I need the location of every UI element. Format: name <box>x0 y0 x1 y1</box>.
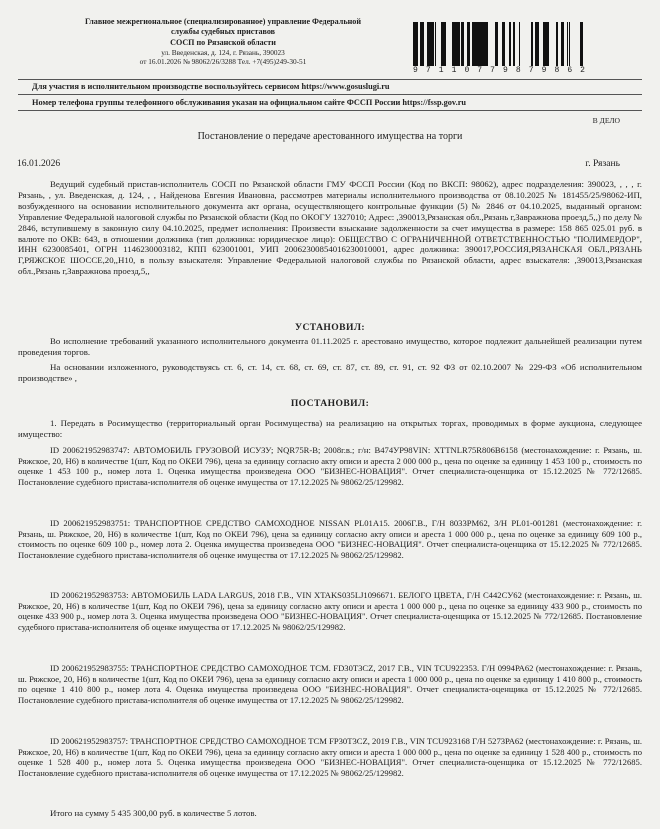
divider-top <box>18 79 642 80</box>
barcode-digit: 2 <box>580 66 585 75</box>
lot-item: ID 200621952983757: ТРАНСПОРТНОЕ СРЕДСТВО САМОХОДНОЕ ТСМ FP30T3CZ, 2019 Г.В., VIN TCU923168 Г/Н 5273РА62 (местонахождение: г. Рязань, ш. Ряжское, 20, Н6) в количестве 1(шт, Код по ОКЕИ 796), цена за единицу согласно акту описи и ареста 1 000 000 р., цена по оценке за единицу 1 528 400 р., стоимость по оценке 1 528 400 р., номер лота 5. Оценка имущества произведена ООО "БИЗНЕС-НОВАЦИЯ". Отчет специалиста-оценщика от 15.12.2025 № 772/12685. Постановление судебного пристава-исполнителя об оценке имущества от 17.12.2025 № 98062/25/129982. <box>18 736 642 779</box>
doc-reference: от 16.01.2026 № 98062/26/3288 Тел. +7(495)249-30-51 <box>139 57 307 67</box>
barcode-digit: 1 <box>451 66 457 75</box>
basis-text: На основании изложенного, руководствуясь ст. 6, ст. 14, ст. 68, ст. 69, ст. 87, ст. 89, ст. 91, ст. 92 ФЗ от 02.10.2007 № 229-ФЗ «Об исполнительном производстве» , <box>18 362 642 383</box>
divider-bottom <box>18 110 642 111</box>
total-summary: Итого на сумму 5 435 300,00 руб. в количестве 5 лотов. <box>50 808 257 818</box>
gosuslugi-note: Для участия в исполнительном производстве воспользуйтесь сервисом https://www.gosuslugi.ru <box>32 82 390 91</box>
document-title: Постановление о передаче арестованного имущества на торги <box>197 131 463 142</box>
barcode-digit: 9 <box>503 66 508 75</box>
lot-item: ID 200621952983753: АВТОМОБИЛЬ LADA LARGUS, 2018 Г.В., VIN XTAKS035LJ1096671. БЕЛОГО ЦВЕТА, Г/Н С442СУ62 (местонахождение: г. Рязань, ш. Ряжское, 20, Н6) в количестве 1(шт, Код по ОКЕИ 796), цена за единицу согласно акту описи и ареста 1 000 000 р., цена по оценке за единицу 433 900 р., стоимость по оценке 433 900 р., номер лота 3. Оценка имущества произведена ООО "БИЗНЕС-НОВАЦИЯ". Отчет специалиста-оценщика от 15.12.2025 № 772/12685. Постановление судебного пристава-исполнителя об оценке имущества от 17.12.2025 № 98062/25/129982. <box>18 590 642 633</box>
lot-item: ID 200621952983755: ТРАНСПОРТНОЕ СРЕДСТВО САМОХОДНОЕ ТСМ. FD30T3CZ, 2017 Г.В., VIN TCU922353. Г/Н 0994РА62 (местонахождение: г. Рязань, ш. Ряжское, 20, Н6) в количестве 1(шт, Код по ОКЕИ 796), цена за единицу согласно акту описи и ареста 1 000 000 р., цена по оценке за единицу 1 410 800 р., стоимость по оценке 1 410 800 р., номер лота 4. Оценка имущества произведена ООО "БИЗНЕС-НОВАЦИЯ". Отчет специалиста-оценщика от 15.12.2025 № 772/12685. Постановление судебного пристава-исполнителя об оценке имущества от 17.12.2025 № 98062/25/129982. <box>18 663 642 706</box>
lot-item: ID 200621952983747: АВТОМОБИЛЬ ГРУЗОВОЙ ИСУЗУ; NQR75R-B; 2008г.в.; г/н: В474УР98VIN: XTTNLR75R806B6158 (местонахождение: г. Рязань, ш. Ряжское, 20, Н6) в количестве 1(шт, Код по ОКЕИ 796), цена за единицу согласно акту описи и ареста 2 000 000 р., цена по оценке за единицу 1 453 100 р., стоимость по оценке 1 453 100 р., номер лота 1. Оценка имущества произведена ООО "БИЗНЕС-НОВАЦИЯ". Отчет специалиста-оценщика от 15.12.2025 № 772/12685. Постановление судебного пристава-исполнителя об оценке имущества от 17.12.2025 № 98062/25/129982. <box>18 445 642 488</box>
barcode-digit: 1 <box>438 66 444 75</box>
postanovil-heading: ПОСТАНОВИЛ: <box>290 398 370 409</box>
document-city: г. Рязань <box>585 158 620 169</box>
agency-line-1: Главное межрегиональное (специализированное) управление Федеральной <box>85 17 361 26</box>
barcode-digit: 7 <box>425 66 431 75</box>
agency-line-3: СОСП по Рязанской области <box>170 37 276 47</box>
agency-address: ул. Введенская, д. 124, г. Рязань, 390023 <box>161 47 285 57</box>
barcode-digit: 9 <box>413 66 418 75</box>
barcode-digit: 7 <box>477 66 483 75</box>
barcode-digit: 7 <box>490 66 495 75</box>
barcode-digit: 6 <box>567 66 573 75</box>
barcode-digits <box>413 66 585 75</box>
lot-item: ID 200621952983751: ТРАНСПОРТНОЕ СРЕДСТВО САМОХОДНОЕ NISSAN PL01A15. 2006Г.В., Г/Н 8033РМ62, З/Н PL01-001281 (местонахождение: г. Рязань, ш. Ряжское, 20, Н6) в количестве 1(шт, Код по ОКЕИ 796), цена за единицу согласно акту описи и ареста 1 000 000 р., цена по оценке за единицу 609 100 р., стоимость по оценке 609 100 р., номер лота 2. Оценка имущества произведена ООО "БИЗНЕС-НОВАЦИЯ". Отчет специалиста-оценщика от 15.12.2025 № 772/12685. Постановление судебного пристава-исполнителя об оценке имущества от 17.12.2025 № 98062/25/129982. <box>18 518 642 561</box>
clause-1: 1. Передать в Росимущество (территориальный орган Росимущества) на реализацию на открытых торгах, проводимых в форме аукциона, следующее имущество: <box>18 418 642 439</box>
agency-line-2: службы судебных приставов <box>170 27 276 37</box>
agency-header <box>58 17 388 67</box>
v-delo-mark: В ДЕЛО <box>592 116 620 125</box>
barcode-digit: 9 <box>541 66 547 75</box>
barcode-image <box>413 22 585 66</box>
barcode-digit: 0 <box>464 66 470 75</box>
ustanovil-heading: УСТАНОВИЛ: <box>295 322 365 333</box>
document-date: 16.01.2026 <box>17 158 61 169</box>
barcode-digit: 8 <box>554 66 560 75</box>
ustanovil-text: Во исполнение требований указанного исполнительного документа 01.11.2025 г. арестовано имущество, которое подлежит дальнейшей реализации путем проведения торгов. <box>18 336 642 357</box>
divider-mid <box>18 94 642 95</box>
barcode-digit: 8 <box>515 66 521 75</box>
phone-note: Номер телефона группы телефонного обслуживания указан на официальном сайте ФССП России https://fssp.gov.ru <box>32 98 466 107</box>
barcode-digit: 7 <box>528 66 534 75</box>
intro-paragraph: Ведущий судебный пристав-исполнитель СОСП по Рязанской области ГМУ ФССП России (Код по ВКСП: 98062), адрес подразделения: 390023, , , , г. Рязань, , ул. Введенская, д. 124, , , Найденова Евгения Ивановна, рассмотрев материалы исполнительного производства от 08.10.2025 № 181455/25/98062-ИП, возбужденного на основании исполнительного документа акт органа, осуществляющего контрольные функции (5) № 2846 от 04.10.2025, выданный органом: Управление Федеральной налоговой службы по Рязанской области (Код по ОКОГУ 1327010; Адрес: ,390013,Рязанская обл.,Рязань г,Завражнова проезд,5,,) по делу № 2846, вступившему в законную силу 04.10.2025, предмет исполнения: Произвести взыскание задолженности за счет имущества в размере: 158 865 025.01 руб. в валюте по ОКВ: 643, в отношении должника (тип должника: юридическое лицо): ОБЩЕСТВО С ОГРАНИЧЕННОЙ ОТВЕТСТВЕННОСТЬЮ "ПОЛИМЕРДОР", ИНН 6230085401, ОГРН 1146230003182, КПП 623001001, УИП 20062300854016230010001, адрес должника: 390017,РОССИЯ,РЯЗАНСКАЯ ОБЛ.,РЯЗАНЬ Г,РЯЖСКОЕ ШОССЕ,20,,Н10, в пользу взыскателя: Управление Федеральной налоговой службы по Рязанской области, адрес взыскателя: ,390013,Рязанская обл.,Рязань г,Завражнова проезд,5,, <box>18 179 642 277</box>
